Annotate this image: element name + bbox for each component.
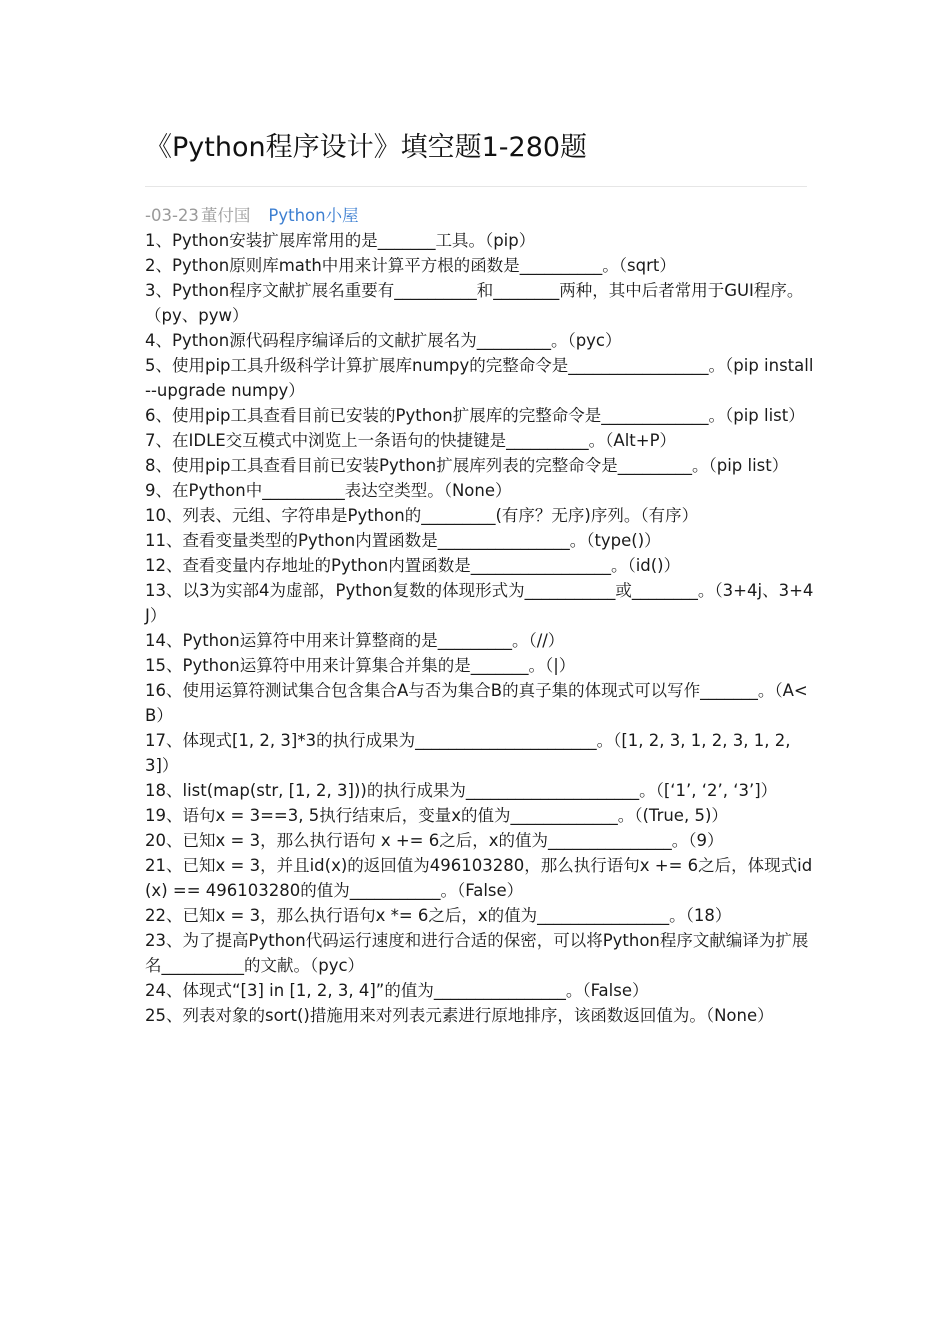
question-item: 1、Python安装扩展库常用的是_______工具。（pip） <box>145 231 536 250</box>
question-item: 17、体现式[1, 2, 3]*3的执行成果为______________________。（[1, 2, 3, 1, 2, 3, 1, 2, 3]） <box>145 731 791 775</box>
question-item: 9、在Python中__________表达空类型。（None） <box>145 481 512 500</box>
question-item: 8、使用pip工具查看目前已安装Python扩展库列表的完整命令是_________。（pip list） <box>145 456 789 475</box>
question-item: 21、已知x = 3，并且id(x)的返回值为496103280，那么执行语句x += 6之后，体现式id(x) == 496103280的值为___________。（False） <box>145 856 813 900</box>
question-item: 11、查看变量类型的Python内置函数是________________。（type()） <box>145 531 661 550</box>
question-item: 3、Python程序文献扩展名重要有__________和________两种，其中后者常用于GUI程序。（py、pyw） <box>145 281 804 325</box>
question-item: 6、使用pip工具查看目前已安装的Python扩展库的完整命令是_____________。（pip list） <box>145 406 805 425</box>
article-meta <box>145 203 359 228</box>
page-title: 《Python程序设计》填空题1-280题 <box>145 132 588 163</box>
question-item: 22、已知x = 3，那么执行语句x *= 6之后，x的值为________________。（18） <box>145 906 732 925</box>
question-item: 25、列表对象的sort()措施用来对列表元素进行原地排序，该函数返回值为。（None） <box>145 1006 774 1025</box>
title-divider <box>145 186 807 187</box>
author-name: 董付国 <box>200 206 251 225</box>
question-item: 19、语句x = 3==3, 5执行结束后，变量x的值为_____________。（(True, 5)） <box>145 806 728 825</box>
question-item: 2、Python原则库math中用来计算平方根的函数是__________。（sqrt） <box>145 256 676 275</box>
question-item: 23、为了提高Python代码运行速度和进行合适的保密，可以将Python程序文献编译为扩展名__________的文献。（pyc） <box>145 931 809 975</box>
question-item: 13、以3为实部4为虚部，Python复数的体现形式为___________或________。（3+4j、3+4J） <box>145 581 814 625</box>
question-item: 10、列表、元组、字符串是Python的_________(有序？无序)序列。（有序） <box>145 506 699 525</box>
question-item: 7、在IDLE交互模式中浏览上一条语句的快捷键是__________。（Alt+P） <box>145 431 677 450</box>
question-item: 4、Python源代码程序编译后的文献扩展名为_________。（pyc） <box>145 331 622 350</box>
question-list <box>145 228 817 1028</box>
publish-date: -03-23 <box>145 206 199 225</box>
question-item: 16、使用运算符测试集合包含集合A与否为集合B的真子集的体现式可以写作_______。（A<B） <box>145 681 808 725</box>
question-item: 14、Python运算符中用来计算整商的是_________。（//） <box>145 631 565 650</box>
question-item: 20、已知x = 3，那么执行语句 x += 6之后，x的值为_______________。（9） <box>145 831 724 850</box>
source-link[interactable]: Python小屋 <box>268 206 359 225</box>
question-item: 24、体现式“[3] in [1, 2, 3, 4]”的值为________________。（False） <box>145 981 649 1000</box>
question-item: 15、Python运算符中用来计算集合并集的是_______。（|） <box>145 656 576 675</box>
question-item: 18、list(map(str, [1, 2, 3]))的执行成果为_____________________。（[‘1’, ‘2’, ‘3’]） <box>145 781 778 800</box>
question-item: 5、使用pip工具升级科学计算扩展库numpy的完整命令是_________________。（pip install --upgrade numpy） <box>145 356 814 400</box>
question-item: 12、查看变量内存地址的Python内置函数是_________________。（id()） <box>145 556 681 575</box>
